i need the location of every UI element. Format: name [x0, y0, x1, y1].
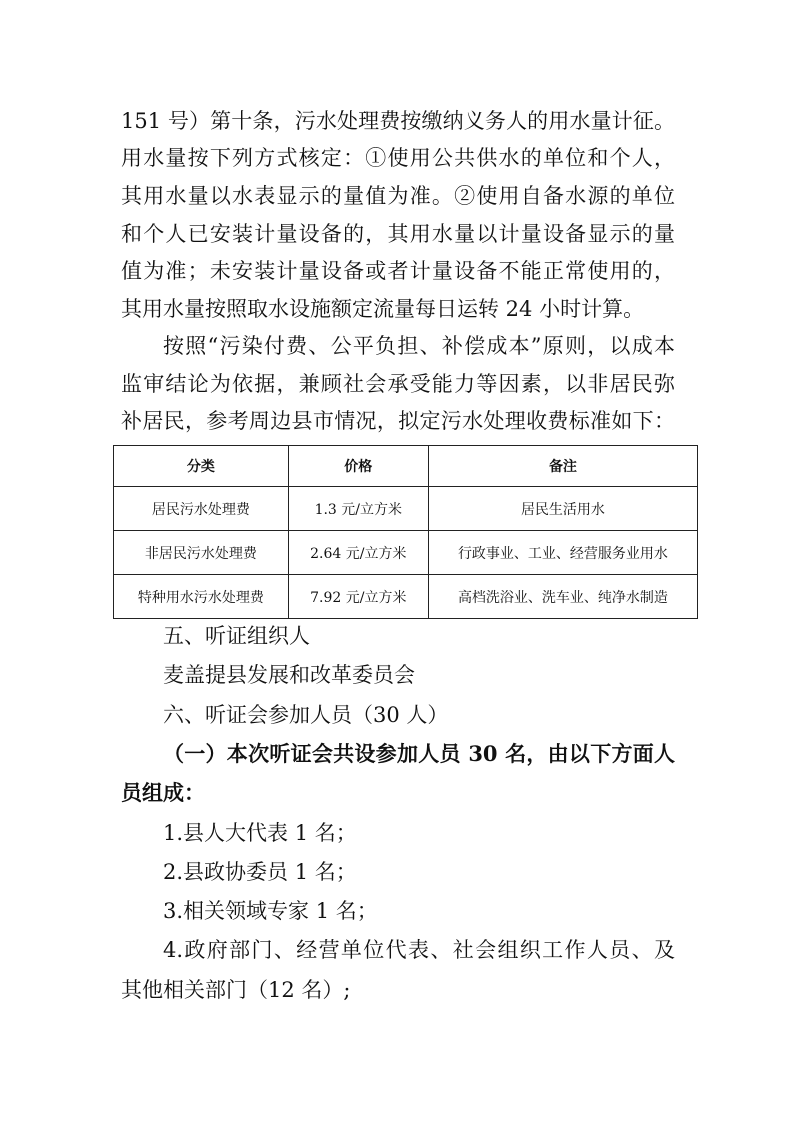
section6-heading: 六、听证会参加人员（30 人） [163, 703, 449, 727]
cell-note: 高档洗浴业、洗车业、纯净水制造 [428, 575, 697, 619]
paragraph-line: 按照“污染付费、公平负担、补偿成本”原则，以成本 [163, 334, 675, 358]
table-row [114, 487, 698, 531]
table-header-row [114, 446, 698, 487]
cell-note: 居民生活用水 [428, 487, 697, 531]
list-item: 3.相关领域专家 1 名； [163, 899, 378, 923]
paragraph-line: 值为准；未安装计量设备或者计量设备不能正常使用的， [121, 259, 675, 283]
list-item-cont: 其他相关部门（12 名）; [121, 978, 351, 1002]
table-row [114, 531, 698, 575]
cell-category: 居民污水处理费 [114, 487, 289, 531]
cell-price: 2.64 元/立方米 [288, 531, 428, 575]
header-category: 分类 [114, 446, 289, 487]
cell-price: 7.92 元/立方米 [288, 575, 428, 619]
list-item: 1.县人大代表 1 名； [163, 821, 357, 845]
list-item: 2.县政协委员 1 名； [163, 860, 357, 884]
section5-heading: 五、听证组织人 [163, 624, 310, 648]
cell-price: 1.3 元/立方米 [288, 487, 428, 531]
cell-note: 行政事业、工业、经营服务业用水 [428, 531, 697, 575]
header-price: 价格 [288, 446, 428, 487]
paragraph-line: 用水量按下列方式核定：①使用公共供水的单位和个人， [121, 146, 675, 170]
section5-body: 麦盖提县发展和改革委员会 [163, 663, 415, 687]
fee-table [113, 445, 698, 619]
paragraph-line: 151 号）第十条，污水处理费按缴纳义务人的用水量计征。 [121, 109, 675, 133]
cell-category: 特种用水污水处理费 [114, 575, 289, 619]
paragraph-line: 补居民，参考周边县市情况，拟定污水处理收费标准如下： [121, 409, 675, 433]
section6-subheading-cont: 员组成： [121, 780, 205, 805]
paragraph-line: 其用水量按照取水设施额定流量每日运转 24 小时计算。 [121, 297, 645, 321]
cell-category: 非居民污水处理费 [114, 531, 289, 575]
header-note: 备注 [428, 446, 697, 487]
paragraph-line: 和个人已安装计量设备的，其用水量以计量设备显示的量 [121, 222, 675, 246]
table-row [114, 575, 698, 619]
paragraph-line: 监审结论为依据，兼顾社会承受能力等因素，以非居民弥 [121, 372, 675, 396]
paragraph-line: 其用水量以水表显示的量值为准。②使用自备水源的单位 [121, 184, 675, 208]
list-item: 4.政府部门、经营单位代表、社会组织工作人员、及 [163, 938, 675, 962]
section6-subheading: （一）本次听证会共设参加人员 30 名，由以下方面人 [163, 741, 675, 766]
